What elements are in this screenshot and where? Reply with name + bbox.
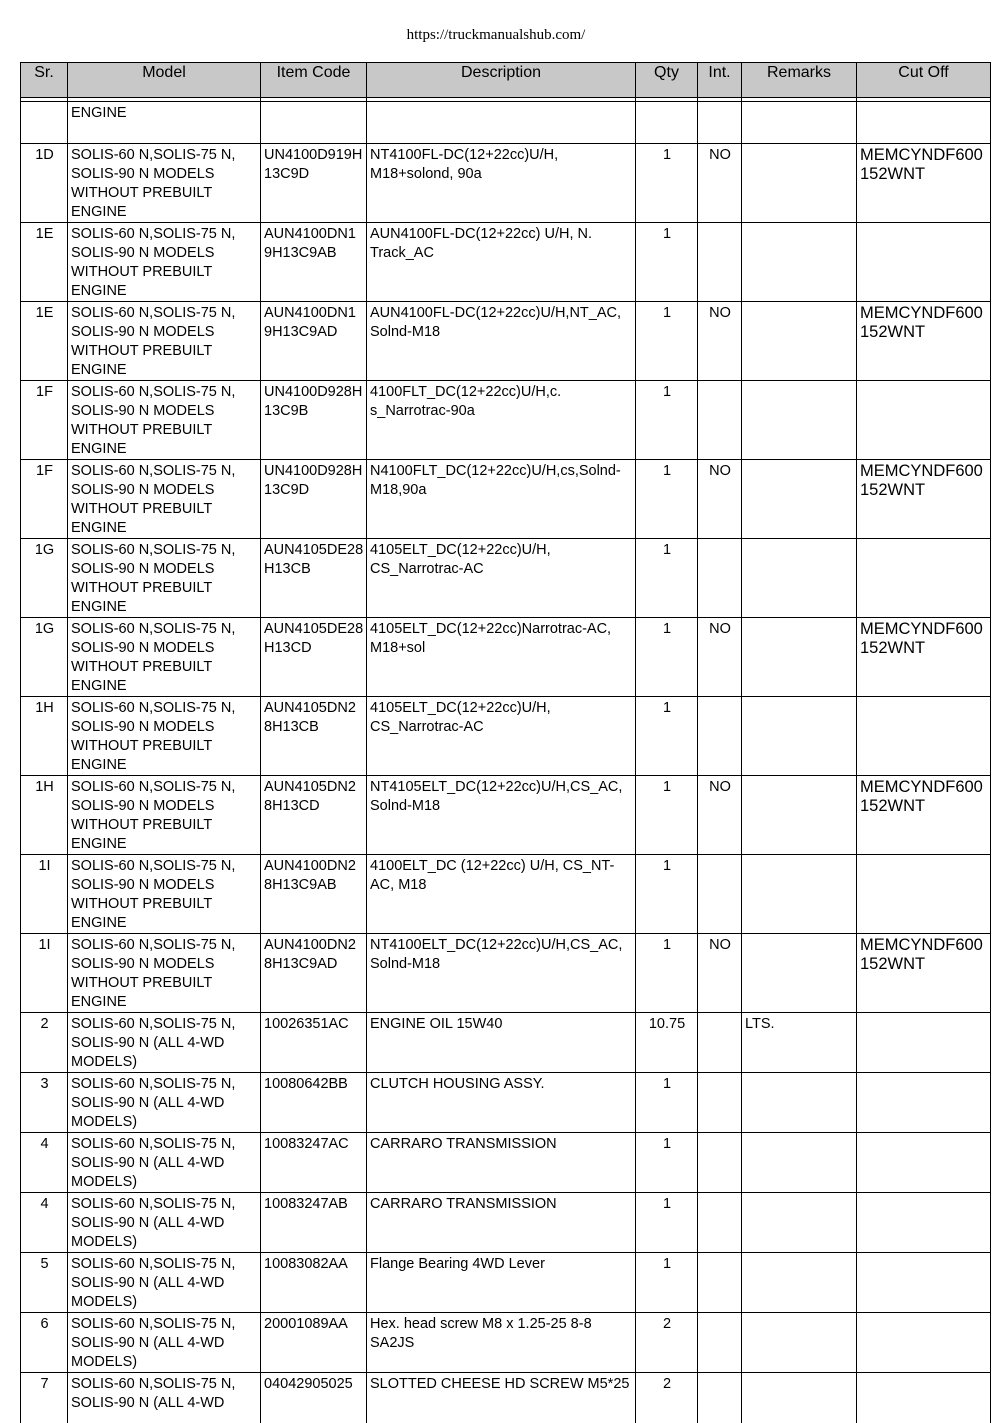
cell-sr: 1D: [21, 144, 68, 223]
cell-sr: 1G: [21, 539, 68, 618]
cell-sr: 1F: [21, 460, 68, 539]
cell-int: [698, 381, 742, 460]
cell-cut-off: [857, 1253, 991, 1313]
cell-cut-off: [857, 539, 991, 618]
page-url: https://truckmanualshub.com/: [0, 27, 992, 44]
table-row: [21, 539, 991, 618]
cell-item-code: AUN4105DN2 8H13CD: [261, 776, 367, 855]
cell-cut-off: [857, 1073, 991, 1133]
cell-description: ENGINE OIL 15W40: [367, 1013, 636, 1073]
cell-int: [698, 102, 742, 144]
cell-model: SOLIS-60 N,SOLIS-75 N, SOLIS-90 N (ALL 4-WD MODELS): [68, 1313, 261, 1373]
cell-remarks: [742, 697, 857, 776]
cell-int: [698, 1073, 742, 1133]
cell-qty: 1: [636, 460, 698, 539]
cell-description: NT4105ELT_DC(12+22cc)U/H,CS_AC, Solnd-M18: [367, 776, 636, 855]
cell-cut-off: MEMCYNDF600 152WNT: [857, 460, 991, 539]
cell-model: ENGINE: [68, 102, 261, 144]
cell-model: SOLIS-60 N,SOLIS-75 N, SOLIS-90 N (ALL 4-WD MODELS): [68, 1013, 261, 1073]
cell-model: SOLIS-60 N,SOLIS-75 N, SOLIS-90 N MODELS WITHOUT PREBUILT ENGINE: [68, 855, 261, 934]
cell-cut-off: MEMCYNDF600 152WNT: [857, 144, 991, 223]
cell-model: SOLIS-60 N,SOLIS-75 N, SOLIS-90 N MODELS WITHOUT PREBUILT ENGINE: [68, 381, 261, 460]
cell-item-code: AUN4105DN2 8H13CB: [261, 697, 367, 776]
cell-model: SOLIS-60 N,SOLIS-75 N, SOLIS-90 N (ALL 4-WD: [68, 1373, 261, 1423]
cell-description: 4105ELT_DC(12+22cc)U/H, CS_Narrotrac-AC: [367, 539, 636, 618]
table-row: [21, 302, 991, 381]
cell-model: SOLIS-60 N,SOLIS-75 N, SOLIS-90 N (ALL 4-WD MODELS): [68, 1253, 261, 1313]
cell-cut-off: [857, 381, 991, 460]
table-row: [21, 1073, 991, 1133]
cell-sr: 2: [21, 1013, 68, 1073]
column-header-qty: Qty: [636, 63, 698, 98]
cell-description: AUN4100FL-DC(12+22cc) U/H, N. Track_AC: [367, 223, 636, 302]
cell-description: Hex. head screw M8 x 1.25-25 8-8 SA2JS: [367, 1313, 636, 1373]
cell-remarks: [742, 776, 857, 855]
cell-sr: 4: [21, 1133, 68, 1193]
table-row: [21, 460, 991, 539]
cell-sr: 1I: [21, 934, 68, 1013]
table-row: [21, 1133, 991, 1193]
cell-item-code: AUN4105DE28 H13CB: [261, 539, 367, 618]
cell-qty: 1: [636, 697, 698, 776]
cell-model: SOLIS-60 N,SOLIS-75 N, SOLIS-90 N MODELS WITHOUT PREBUILT ENGINE: [68, 302, 261, 381]
cell-int: NO: [698, 460, 742, 539]
cell-qty: 1: [636, 302, 698, 381]
cell-int: NO: [698, 776, 742, 855]
cell-item-code: UN4100D928H 13C9D: [261, 460, 367, 539]
cell-cut-off: [857, 1373, 991, 1423]
cell-cut-off: [857, 102, 991, 144]
cell-cut-off: MEMCYNDF600 152WNT: [857, 776, 991, 855]
cell-cut-off: [857, 1313, 991, 1373]
cell-model: SOLIS-60 N,SOLIS-75 N, SOLIS-90 N MODELS WITHOUT PREBUILT ENGINE: [68, 144, 261, 223]
cell-item-code: [261, 102, 367, 144]
cell-sr: 1E: [21, 302, 68, 381]
cell-cut-off: MEMCYNDF600 152WNT: [857, 618, 991, 697]
column-header-remarks: Remarks: [742, 63, 857, 98]
cell-description: 4100ELT_DC (12+22cc) U/H, CS_NT- AC, M18: [367, 855, 636, 934]
cell-qty: 1: [636, 223, 698, 302]
cell-int: [698, 1373, 742, 1423]
cell-int: [698, 1313, 742, 1373]
cell-int: NO: [698, 144, 742, 223]
cell-int: [698, 1193, 742, 1253]
table-row: [21, 697, 991, 776]
cell-sr: 1E: [21, 223, 68, 302]
table-row: [21, 934, 991, 1013]
cell-remarks: [742, 460, 857, 539]
cell-item-code: AUN4100DN2 8H13C9AB: [261, 855, 367, 934]
cell-item-code: AUN4100DN1 9H13C9AD: [261, 302, 367, 381]
cell-sr: 1F: [21, 381, 68, 460]
cell-item-code: 10083247AC: [261, 1133, 367, 1193]
cell-model: SOLIS-60 N,SOLIS-75 N, SOLIS-90 N MODELS WITHOUT PREBUILT ENGINE: [68, 776, 261, 855]
cell-cut-off: [857, 697, 991, 776]
cell-qty: 1: [636, 381, 698, 460]
cell-cut-off: [857, 855, 991, 934]
cell-remarks: [742, 302, 857, 381]
table-row: [21, 855, 991, 934]
cell-remarks: [742, 223, 857, 302]
cell-qty: 1: [636, 1193, 698, 1253]
cell-remarks: LTS.: [742, 1013, 857, 1073]
cell-description: Flange Bearing 4WD Lever: [367, 1253, 636, 1313]
cell-remarks: [742, 1313, 857, 1373]
cell-cut-off: [857, 1013, 991, 1073]
cell-remarks: [742, 855, 857, 934]
table-row: [21, 102, 991, 144]
cell-sr: 6: [21, 1313, 68, 1373]
column-header-description: Description: [367, 63, 636, 98]
cell-sr: 1G: [21, 618, 68, 697]
column-header-item-code: Item Code: [261, 63, 367, 98]
cell-sr: [21, 102, 68, 144]
column-header-cut-off: Cut Off: [857, 63, 991, 98]
table-body: [21, 98, 991, 1423]
cell-model: SOLIS-60 N,SOLIS-75 N, SOLIS-90 N MODELS WITHOUT PREBUILT ENGINE: [68, 697, 261, 776]
cell-model: SOLIS-60 N,SOLIS-75 N, SOLIS-90 N (ALL 4-WD MODELS): [68, 1073, 261, 1133]
cell-model: SOLIS-60 N,SOLIS-75 N, SOLIS-90 N MODELS WITHOUT PREBUILT ENGINE: [68, 223, 261, 302]
cell-remarks: [742, 381, 857, 460]
cell-model: SOLIS-60 N,SOLIS-75 N, SOLIS-90 N MODELS WITHOUT PREBUILT ENGINE: [68, 618, 261, 697]
cell-sr: 4: [21, 1193, 68, 1253]
cell-qty: 10.75: [636, 1013, 698, 1073]
cell-remarks: [742, 1373, 857, 1423]
table-header-row: [21, 63, 991, 98]
cell-remarks: [742, 934, 857, 1013]
cell-item-code: 10083247AB: [261, 1193, 367, 1253]
cell-item-code: 04042905025: [261, 1373, 367, 1423]
cell-qty: 1: [636, 539, 698, 618]
cell-model: SOLIS-60 N,SOLIS-75 N, SOLIS-90 N (ALL 4-WD MODELS): [68, 1193, 261, 1253]
cell-item-code: AUN4100DN1 9H13C9AB: [261, 223, 367, 302]
cell-remarks: [742, 1133, 857, 1193]
cell-remarks: [742, 144, 857, 223]
cell-item-code: AUN4105DE28 H13CD: [261, 618, 367, 697]
cell-model: SOLIS-60 N,SOLIS-75 N, SOLIS-90 N MODELS WITHOUT PREBUILT ENGINE: [68, 539, 261, 618]
parts-table: [20, 62, 991, 1423]
cell-cut-off: [857, 223, 991, 302]
cell-qty: 1: [636, 934, 698, 1013]
cell-item-code: 10083082AA: [261, 1253, 367, 1313]
cell-description: N4100FLT_DC(12+22cc)U/H,cs,Solnd- M18,90a: [367, 460, 636, 539]
cell-remarks: [742, 1253, 857, 1313]
cell-description: 4105ELT_DC(12+22cc)U/H, CS_Narrotrac-AC: [367, 697, 636, 776]
table-row: [21, 618, 991, 697]
cell-int: [698, 539, 742, 618]
cell-sr: 1H: [21, 697, 68, 776]
cell-int: [698, 697, 742, 776]
cell-int: [698, 1133, 742, 1193]
cell-remarks: [742, 102, 857, 144]
cell-remarks: [742, 1193, 857, 1253]
column-header-sr: Sr.: [21, 63, 68, 98]
cell-int: [698, 855, 742, 934]
cell-qty: 1: [636, 618, 698, 697]
cell-model: SOLIS-60 N,SOLIS-75 N, SOLIS-90 N (ALL 4-WD MODELS): [68, 1133, 261, 1193]
cell-sr: 3: [21, 1073, 68, 1133]
cell-int: [698, 1253, 742, 1313]
cell-description: NT4100ELT_DC(12+22cc)U/H,CS_AC, Solnd-M18: [367, 934, 636, 1013]
cell-description: SLOTTED CHEESE HD SCREW M5*25: [367, 1373, 636, 1423]
cell-sr: 1I: [21, 855, 68, 934]
cell-qty: 1: [636, 855, 698, 934]
column-header-model: Model: [68, 63, 261, 98]
cell-description: 4105ELT_DC(12+22cc)Narrotrac-AC, M18+sol: [367, 618, 636, 697]
table-row: [21, 1013, 991, 1073]
cell-cut-off: MEMCYNDF600 152WNT: [857, 934, 991, 1013]
cell-qty: 2: [636, 1313, 698, 1373]
cell-item-code: 10026351AC: [261, 1013, 367, 1073]
cell-remarks: [742, 539, 857, 618]
cell-model: SOLIS-60 N,SOLIS-75 N, SOLIS-90 N MODELS WITHOUT PREBUILT ENGINE: [68, 460, 261, 539]
cell-description: CLUTCH HOUSING ASSY.: [367, 1073, 636, 1133]
cell-item-code: UN4100D919H 13C9D: [261, 144, 367, 223]
cell-item-code: 10080642BB: [261, 1073, 367, 1133]
table-row: [21, 1313, 991, 1373]
cell-remarks: [742, 1073, 857, 1133]
cell-description: NT4100FL-DC(12+22cc)U/H, M18+solond, 90a: [367, 144, 636, 223]
cell-cut-off: [857, 1133, 991, 1193]
cell-cut-off: [857, 1193, 991, 1253]
cell-description: CARRARO TRANSMISSION: [367, 1193, 636, 1253]
cell-sr: 1H: [21, 776, 68, 855]
cell-qty: [636, 102, 698, 144]
table-row: [21, 144, 991, 223]
table-row: [21, 223, 991, 302]
cell-qty: 1: [636, 1253, 698, 1313]
cell-description: [367, 102, 636, 144]
table-row: [21, 776, 991, 855]
table-row: [21, 1193, 991, 1253]
cell-qty: 1: [636, 1073, 698, 1133]
cell-description: 4100FLT_DC(12+22cc)U/H,c. s_Narrotrac-90a: [367, 381, 636, 460]
table-row: [21, 1253, 991, 1313]
cell-int: NO: [698, 618, 742, 697]
cell-int: [698, 1013, 742, 1073]
cell-model: SOLIS-60 N,SOLIS-75 N, SOLIS-90 N MODELS WITHOUT PREBUILT ENGINE: [68, 934, 261, 1013]
cell-remarks: [742, 618, 857, 697]
cell-int: NO: [698, 302, 742, 381]
table-row: [21, 381, 991, 460]
cell-qty: 1: [636, 1133, 698, 1193]
cell-int: NO: [698, 934, 742, 1013]
table-row: [21, 1373, 991, 1423]
cell-sr: 7: [21, 1373, 68, 1423]
cell-qty: 1: [636, 776, 698, 855]
cell-item-code: 20001089AA: [261, 1313, 367, 1373]
cell-qty: 2: [636, 1373, 698, 1423]
cell-description: AUN4100FL-DC(12+22cc)U/H,NT_AC, Solnd-M18: [367, 302, 636, 381]
cell-cut-off: MEMCYNDF600 152WNT: [857, 302, 991, 381]
cell-sr: 5: [21, 1253, 68, 1313]
cell-qty: 1: [636, 144, 698, 223]
cell-int: [698, 223, 742, 302]
cell-item-code: AUN4100DN2 8H13C9AD: [261, 934, 367, 1013]
column-header-int: Int.: [698, 63, 742, 98]
cell-description: CARRARO TRANSMISSION: [367, 1133, 636, 1193]
cell-item-code: UN4100D928H 13C9B: [261, 381, 367, 460]
